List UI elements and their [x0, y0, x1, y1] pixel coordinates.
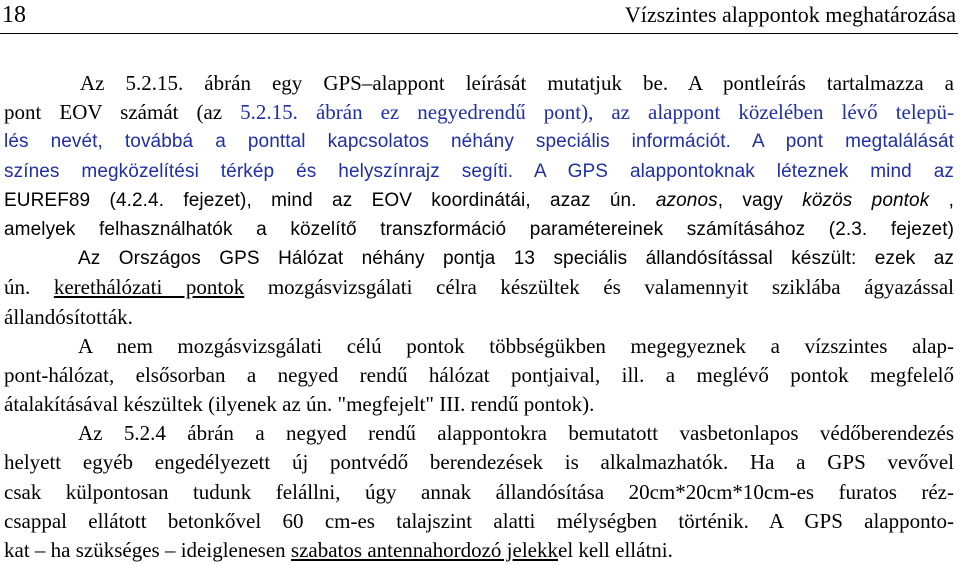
header-rule	[0, 33, 958, 34]
text-line-5: EUREF89 (4.2.4. fejezet), mind az EOV koordinátái, azaz ún. azonos, vagy közös pontok ,	[4, 189, 954, 211]
text-line-14: helyett egyéb engedélyezett új pontvédő berendezések is alkalmazhatók. Ha a GPS vevővel	[4, 450, 954, 475]
text-line-2: pont EOV számát (az 5.2.15. ábrán ez negyedrendű pont), az alappont közelében lévő telepü-	[4, 100, 954, 125]
text-line-16: csappal ellátott betonkővel 60 cm-es talajszint alatti mélységben történik. A GPS alapponto-	[4, 508, 954, 533]
text-line-17: kat – ha szükséges – ideiglenesen szabatos antennahordozó jelekkel kell ellátni.	[4, 538, 673, 562]
text-line-8: ún. kerethálózati pontok mozgásvizsgálati célra készültek és valamennyit sziklába ágyazással	[4, 275, 954, 300]
antennahordozo-link[interactable]: szabatos antennahordozó jelekk	[290, 538, 558, 562]
running-title: Vízszintes alappontok meghatározása	[624, 2, 956, 27]
text-line-11: pont-hálózat, elsősorban a negyed rendű hálózat pontjaival, ill. a meglévő pontok megfelelő	[4, 362, 954, 387]
text-line-7: Az Országos GPS Hálózat néhány pontja 13 speciális állandósítással készült: ezek az	[78, 248, 954, 270]
kerethalozati-link[interactable]: kerethálózati pontok	[53, 275, 245, 300]
text-line-15: csak külpontosan tudunk felállni, úgy annak állandósítása 20cm*20cm*10cm-es furatos réz-	[4, 479, 954, 504]
text-line-3: lés nevét, továbbá a ponttal kapcsolatos néhány speciális információt. A pont megtalálását	[4, 131, 954, 153]
text-line-12: átalakításával készültek (ilyenek az ún. "megfejelt" III. rendű pontok).	[4, 392, 595, 417]
page-number: 18	[2, 2, 26, 28]
text-line-10: A nem mozgásvizsgálati célú pontok többségükben megegyeznek a vízszintes alap-	[78, 333, 954, 358]
body-text	[4, 69, 954, 565]
text-line-4: színes megközelítési térkép és helyszínrajz segíti. A GPS alappontoknak léteznek mind az	[4, 160, 954, 182]
page-header	[0, 0, 960, 36]
text-line-6: amelyek felhasználhatók a közelítő transzformáció paramétereinek számításához (2.3. fejezet)	[4, 218, 954, 240]
text-line-1: Az 5.2.15. ábrán egy GPS–alappont leírását mutatjuk be. A pontleírás tartalmazza a	[80, 71, 954, 95]
text-line-9: állandósították.	[4, 304, 133, 329]
text-line-13: Az 5.2.4 ábrán a negyed rendű alappontokra bemutatott vasbetonlapos védőberendezés	[78, 421, 954, 446]
